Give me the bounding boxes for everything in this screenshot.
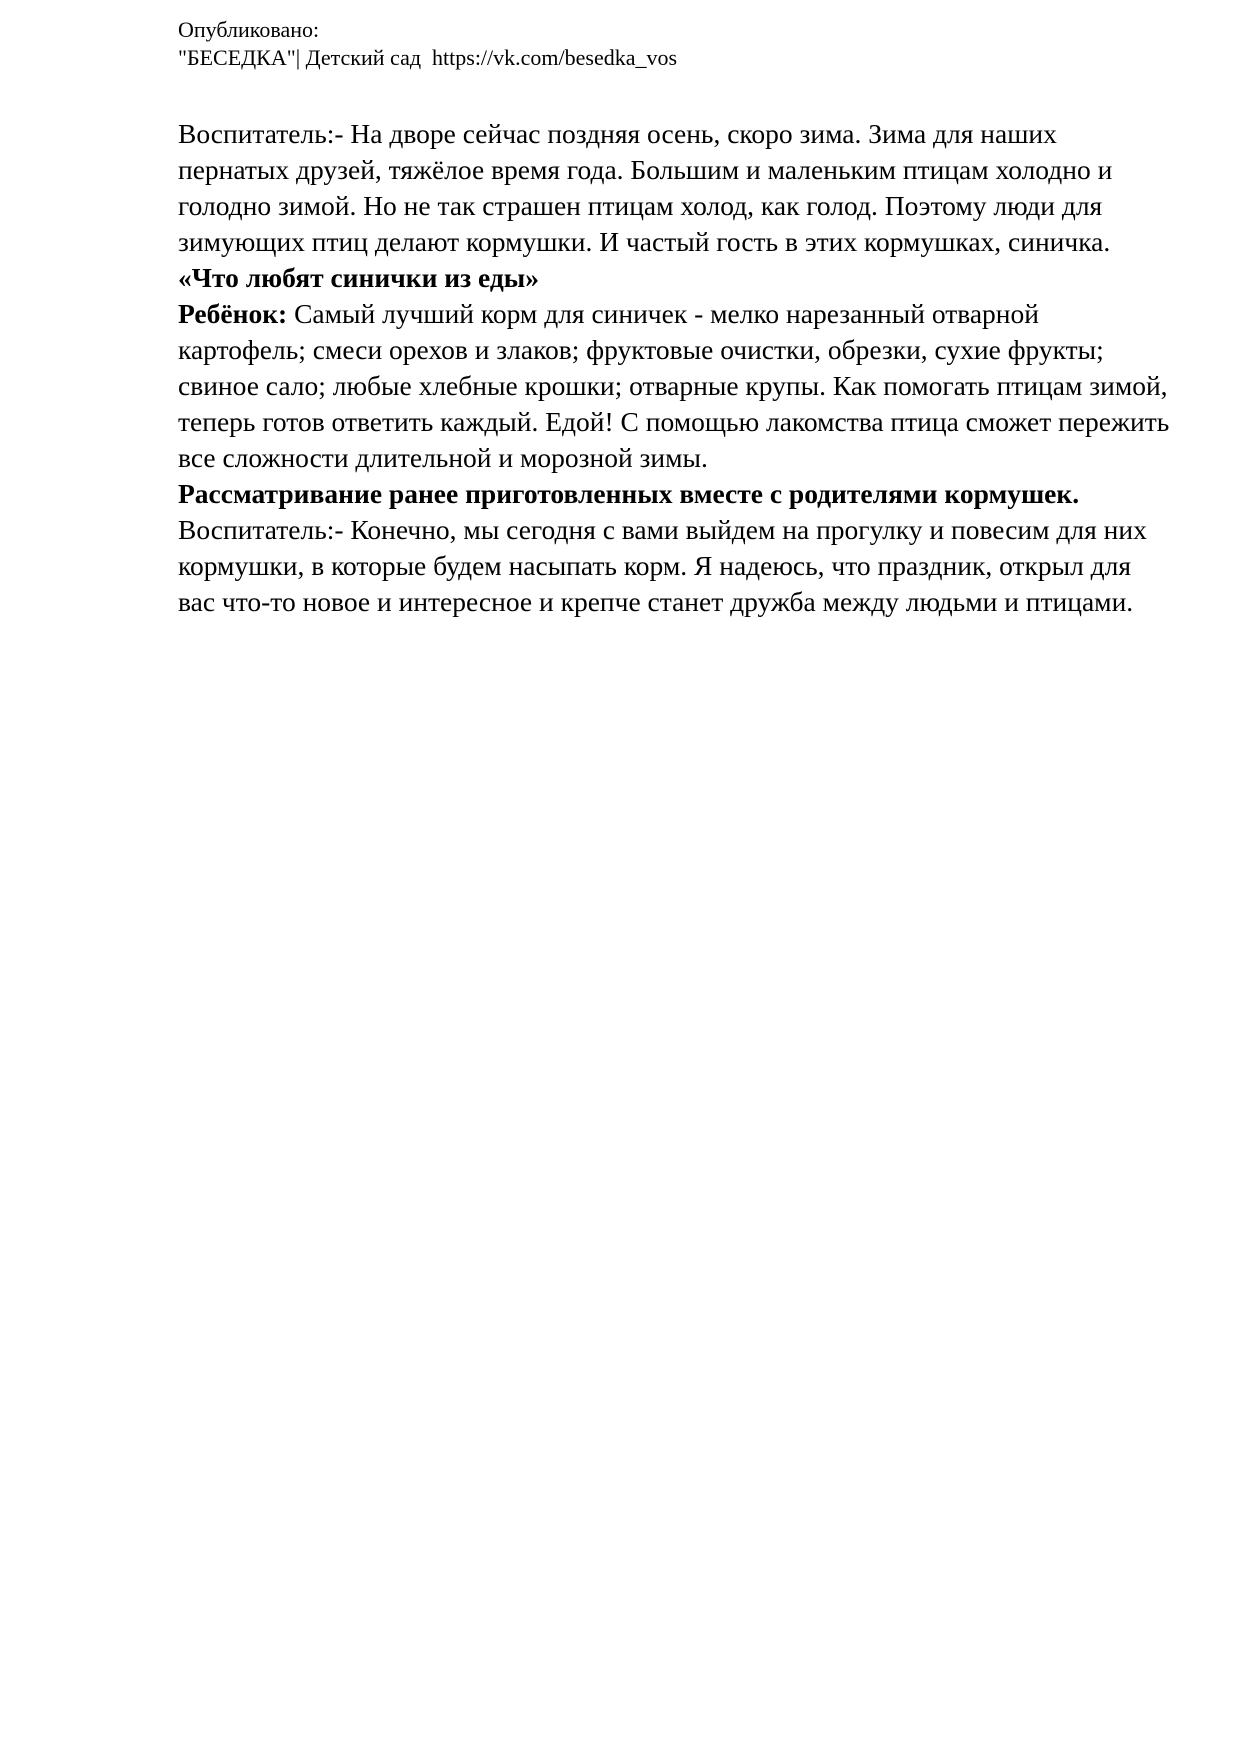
- child-speech-text: Самый лучший корм для синичек - мелко нарезанный отварной картофель; смеси орехов и злаков; фруктовые очистки, обрезки, сухие фрукты; свиное сало; любые хлебные крошки; отварные крупы. Как помогать птицам зимой, теперь готов ответить каждый. Едой! С помощью лакомства птица сможет пережить все сложности длительной и морозной зимы.: [178, 298, 1170, 473]
- section-heading-feeders: Рассматривание ранее приготовленных вместе с родителями кормушек.: [178, 478, 1080, 509]
- document-body: [178, 116, 1173, 620]
- published-label: Опубликовано:: [178, 17, 320, 42]
- teacher-closing-paragraph: Воспитатель:- Конечно, мы сегодня с вами выйдем на прогулку и повесим для них кормушки, в которые будем насыпать корм. Я надеюсь, что праздник, открыл для вас что-то новое и интересное и крепче станет дружба между людьми и птицами.: [178, 514, 1147, 617]
- child-paragraph: [178, 296, 1173, 476]
- source-line: "БЕСЕДКА"| Детский сад https://vk.com/besedka_vos: [178, 45, 678, 70]
- section-heading-food: «Что любят синички из еды»: [178, 262, 540, 293]
- child-speaker-label: Ребёнок:: [178, 298, 288, 329]
- teacher-intro-paragraph: Воспитатель:- На дворе сейчас поздняя осень, скоро зима. Зима для наших пернатых друзей, тяжёлое время года. Большим и маленьким птицам холодно и голодно зимой. Но не так страшен птицам холод, как голод. Поэтому люди для зимующих птиц делают кормушки. И частый гость в этих кормушках, синичка.: [178, 118, 1113, 257]
- publication-header: [178, 16, 1178, 72]
